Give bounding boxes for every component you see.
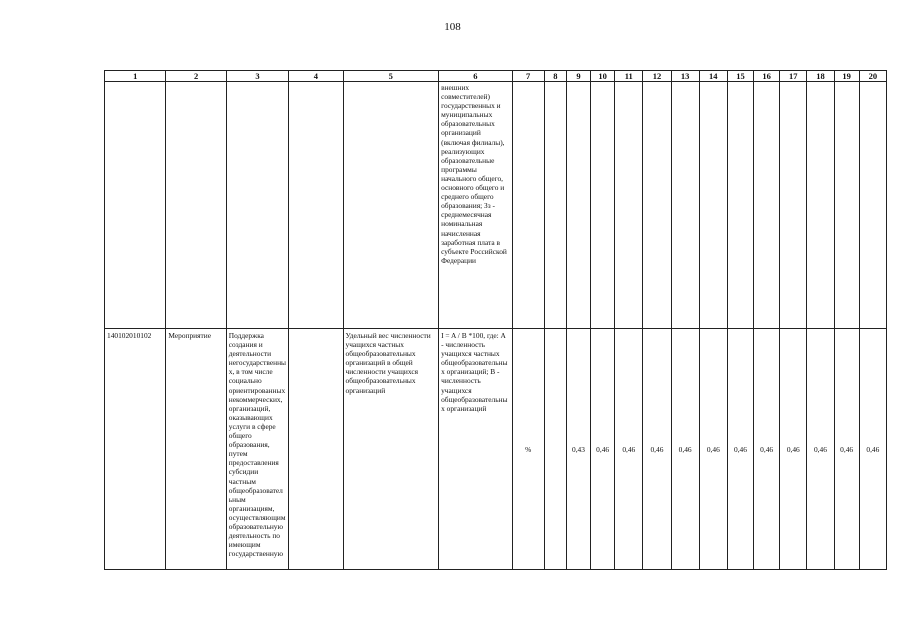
table-row-continuation [105,82,887,329]
data-table [104,70,887,570]
unit-cell: % [512,329,544,570]
column-header: 11 [615,71,643,82]
value-cell: 0,46 [834,329,859,570]
column-header: 5 [343,71,439,82]
code-cell: 140102010102 [105,329,166,570]
value-cell: 0,46 [643,329,671,570]
header-row [105,71,887,82]
value-cell: 0,43 [566,329,590,570]
measure-name-cell: Поддержка создания и деятельности негосударственных, в том числе социально ориентированных некоммерческих, организаций, оказывающих услуги в сфере общего образования, путем предоставления субсидии частным общеобразовательным организациям, осуществляющим образовательную деятельность по имеющим государственную [226,329,288,570]
value-cell: 0,46 [727,329,753,570]
column-header: 16 [754,71,780,82]
type-cell: Мероприятие [166,329,226,570]
value-cell: 0,46 [780,329,807,570]
column-header: 20 [859,71,886,82]
column-header: 18 [807,71,834,82]
value-cell: 0,46 [591,329,615,570]
column-header: 8 [544,71,566,82]
column-header: 10 [591,71,615,82]
column-header: 2 [166,71,226,82]
empty-cell [544,329,566,570]
column-header: 15 [727,71,753,82]
value-cell: 0,46 [615,329,643,570]
column-header: 3 [226,71,288,82]
column-header: 9 [566,71,590,82]
formula-cell-continued: внешних совместителей) государственных и муниципальных образовательных организаций (включая филиалы), реализующих образовательные программы начального общего, основного общего и среднего общего образования; Зз - среднемесячная номинальная начисленная заработная плата в субъекте Российской Федерации [439,82,512,329]
value-cell: 0,46 [859,329,886,570]
column-header: 4 [289,71,343,82]
value-cell: 0,46 [807,329,834,570]
column-header: 7 [512,71,544,82]
column-header: 12 [643,71,671,82]
value-cell: 0,46 [671,329,699,570]
column-header: 13 [671,71,699,82]
empty-cell [289,329,343,570]
column-header: 19 [834,71,859,82]
formula-cell: I = A / B *100, где: А - численность учащихся частных общеобразовательных организаций; В - численность учащихся общеобразовательных организаций [439,329,512,570]
column-header: 1 [105,71,166,82]
value-cell: 0,46 [699,329,727,570]
column-header: 14 [699,71,727,82]
column-header: 17 [780,71,807,82]
table-row-measure [105,329,887,570]
page-number: 108 [444,21,461,33]
indicator-cell: Удельный вес численности учащихся частных общеобразовательных организаций в общей численности учащихся общеобразовательных организаций [343,329,439,570]
column-header: 6 [439,71,512,82]
value-cell: 0,46 [754,329,780,570]
